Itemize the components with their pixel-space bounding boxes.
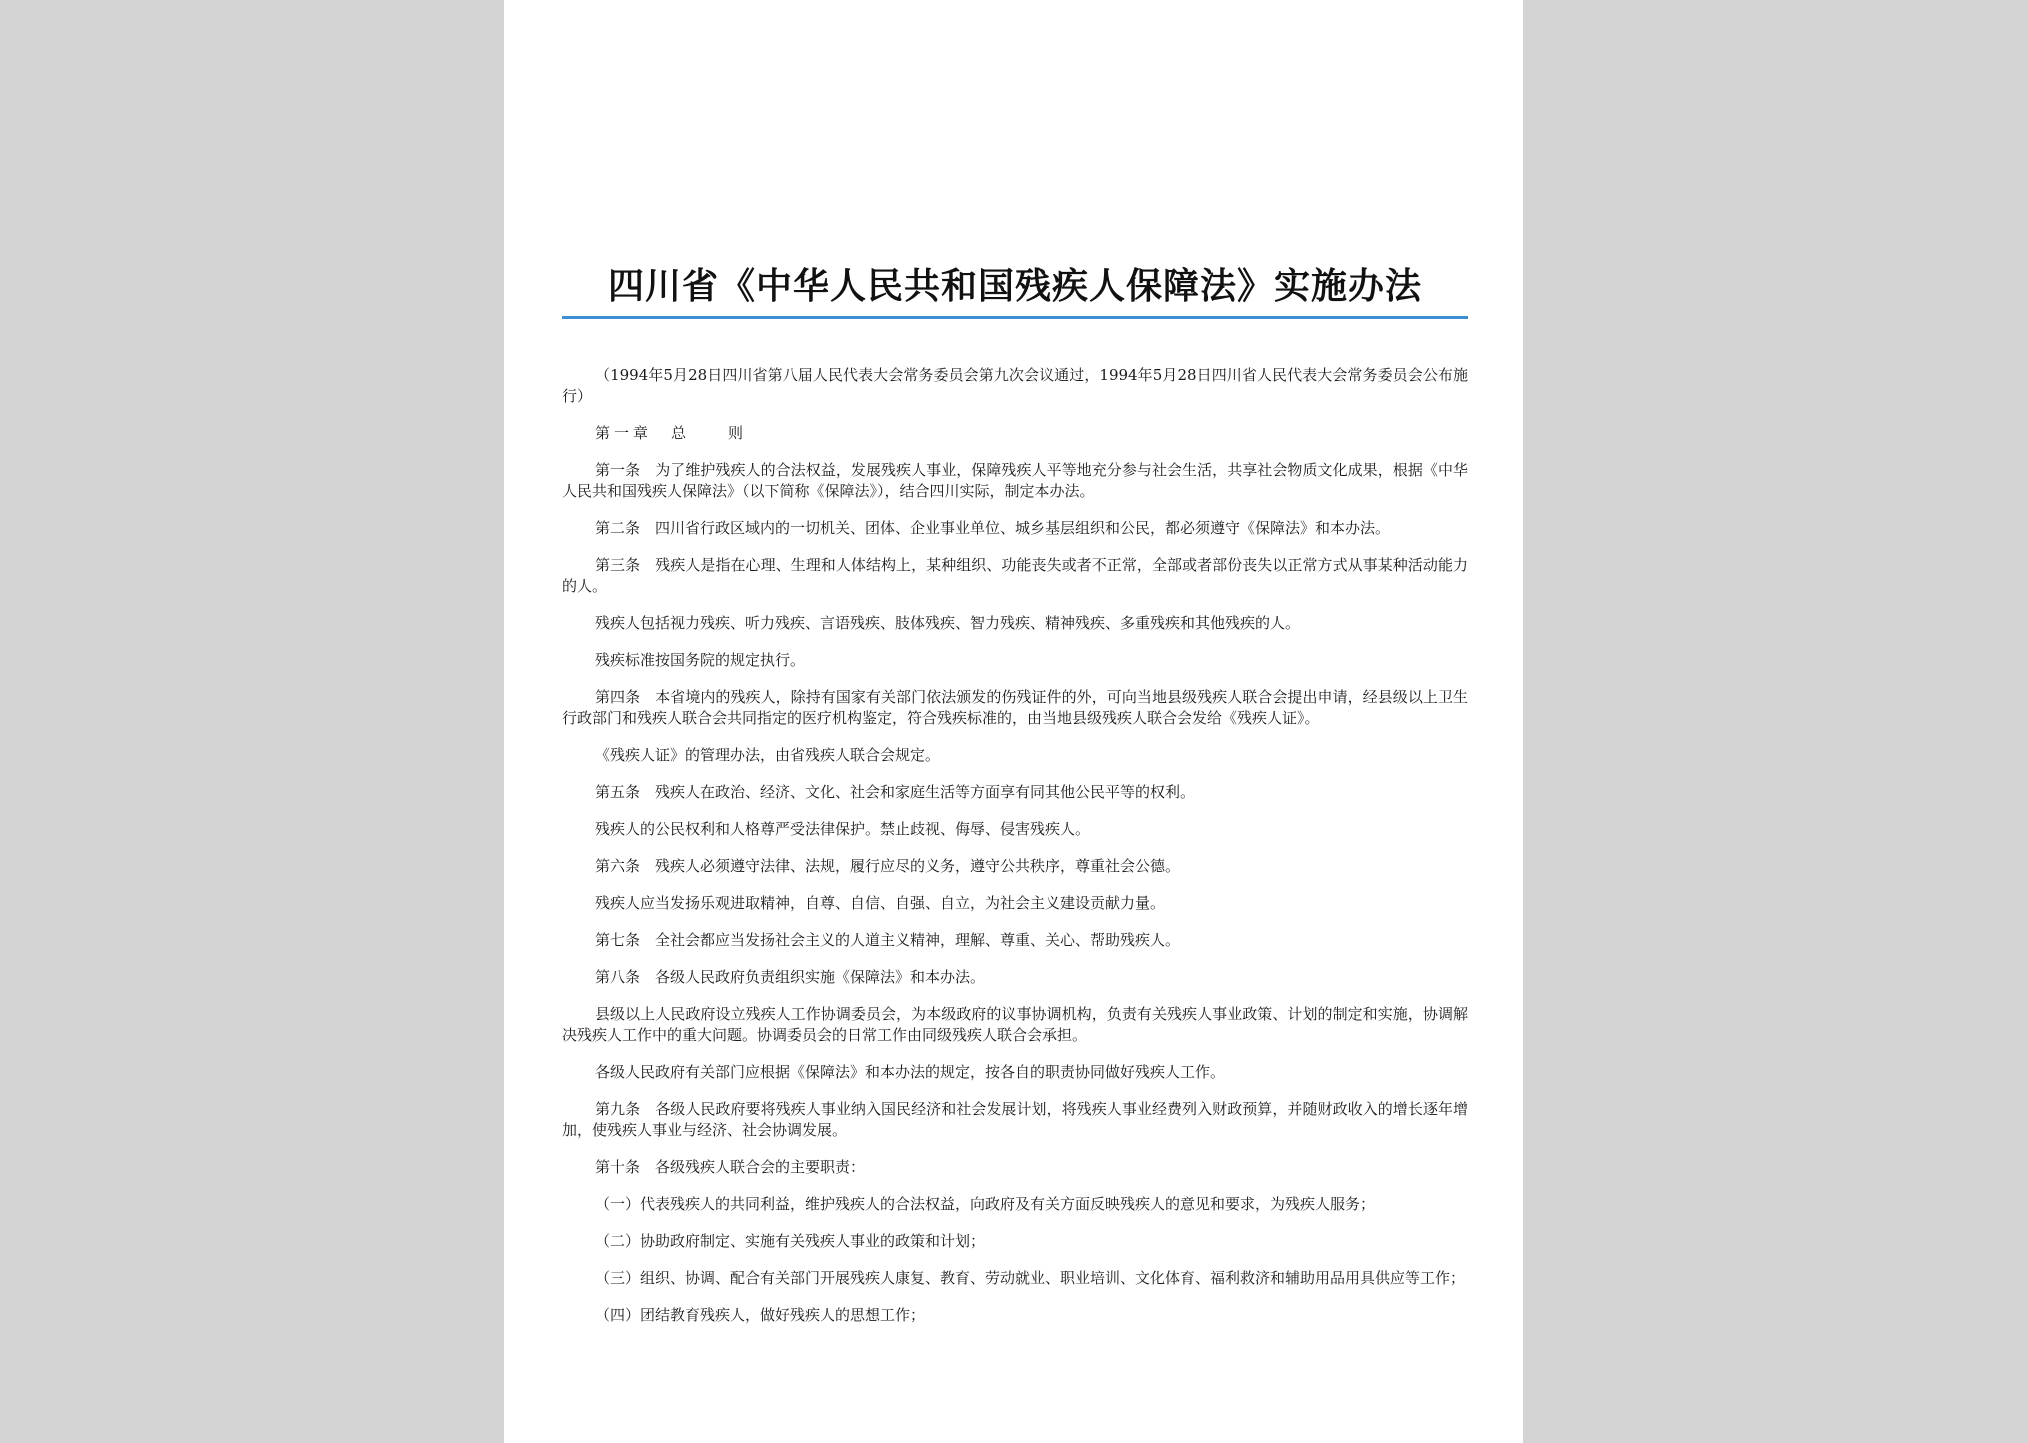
adoption-note: （1994年5月28日四川省第八届人民代表大会常务委员会第九次会议通过，1994年5月28日四川省人民代表大会常务委员会公布施行） <box>562 366 1468 405</box>
article-paragraph: 《残疾人证》的管理办法，由省残疾人联合会规定。 <box>595 746 941 764</box>
list-item: （二）协助政府制定、实施有关残疾人事业的政策和计划； <box>595 1232 986 1250</box>
article-paragraph: 第三条 残疾人是指在心理、生理和人体结构上，某种组织、功能丧失或者不正常，全部或者部份丧失以正常方式从事某种活动能力的人。 <box>562 556 1468 595</box>
article-paragraph: 第四条 本省境内的残疾人，除持有国家有关部门依法颁发的伤残证件的外，可向当地县级残疾人联合会提出申请，经县级以上卫生行政部门和残疾人联合会共同指定的医疗机构鉴定，符合残疾标准的，由当地县级残疾人联合会发给《残疾人证》。 <box>562 688 1468 727</box>
article-paragraph: 第五条 残疾人在政治、经济、文化、社会和家庭生活等方面享有同其他公民平等的权利。 <box>595 783 1196 801</box>
article-paragraph: 县级以上人民政府设立残疾人工作协调委员会，为本级政府的议事协调机构，负责有关残疾人事业政策、计划的制定和实施，协调解决残疾人工作中的重大问题。协调委员会的日常工作由同级残疾人联合会承担。 <box>562 1005 1468 1044</box>
list-item: （一）代表残疾人的共同利益，维护残疾人的合法权益，向政府及有关方面反映残疾人的意见和要求，为残疾人服务； <box>595 1195 1376 1213</box>
article-paragraph: 残疾人应当发扬乐观进取精神，自尊、自信、自强、自立，为社会主义建设贡献力量。 <box>595 894 1166 912</box>
title-underline <box>562 316 1468 319</box>
document-title: 四川省《中华人民共和国残疾人保障法》实施办法 <box>607 265 1422 307</box>
article-paragraph: 残疾人包括视力残疾、听力残疾、言语残疾、肢体残疾、智力残疾、精神残疾、多重残疾和其他残疾的人。 <box>595 614 1301 632</box>
article-paragraph: 各级人民政府有关部门应根据《保障法》和本办法的规定，按各自的职责协同做好残疾人工作。 <box>595 1063 1226 1081</box>
article-paragraph: 第六条 残疾人必须遵守法律、法规，履行应尽的义务，遵守公共秩序，尊重社会公德。 <box>595 857 1181 875</box>
document-body <box>562 365 1468 1326</box>
article-paragraph: 第七条 全社会都应当发扬社会主义的人道主义精神，理解、尊重、关心、帮助残疾人。 <box>595 931 1181 949</box>
article-paragraph: 残疾人的公民权利和人格尊严受法律保护。禁止歧视、侮辱、侵害残疾人。 <box>595 820 1091 838</box>
article-paragraph: 第十条 各级残疾人联合会的主要职责： <box>595 1158 866 1176</box>
list-item: （四）团结教育残疾人，做好残疾人的思想工作； <box>595 1306 926 1324</box>
article-paragraph: 第九条 各级人民政府要将残疾人事业纳入国民经济和社会发展计划，将残疾人事业经费列入财政预算，并随财政收入的增长逐年增加，使残疾人事业与经济、社会协调发展。 <box>562 1100 1468 1139</box>
document-page <box>504 0 1523 1443</box>
article-paragraph: 第八条 各级人民政府负责组织实施《保障法》和本办法。 <box>595 968 986 986</box>
article-paragraph: 第二条 四川省行政区域内的一切机关、团体、企业事业单位、城乡基层组织和公民，都必须遵守《保障法》和本办法。 <box>595 519 1391 537</box>
list-item: （三）组织、协调、配合有关部门开展残疾人康复、教育、劳动就业、职业培训、文化体育、福利救济和辅助用品用具供应等工作； <box>595 1269 1466 1287</box>
chapter-heading: 第一章 总 则 <box>595 424 748 442</box>
page-content <box>562 263 1468 1342</box>
article-paragraph: 第一条 为了维护残疾人的合法权益，发展残疾人事业，保障残疾人平等地充分参与社会生活，共享社会物质文化成果，根据《中华人民共和国残疾人保障法》（以下简称《保障法》），结合四川实际，制定本办法。 <box>562 461 1468 500</box>
article-paragraph: 残疾标准按国务院的规定执行。 <box>595 651 806 669</box>
